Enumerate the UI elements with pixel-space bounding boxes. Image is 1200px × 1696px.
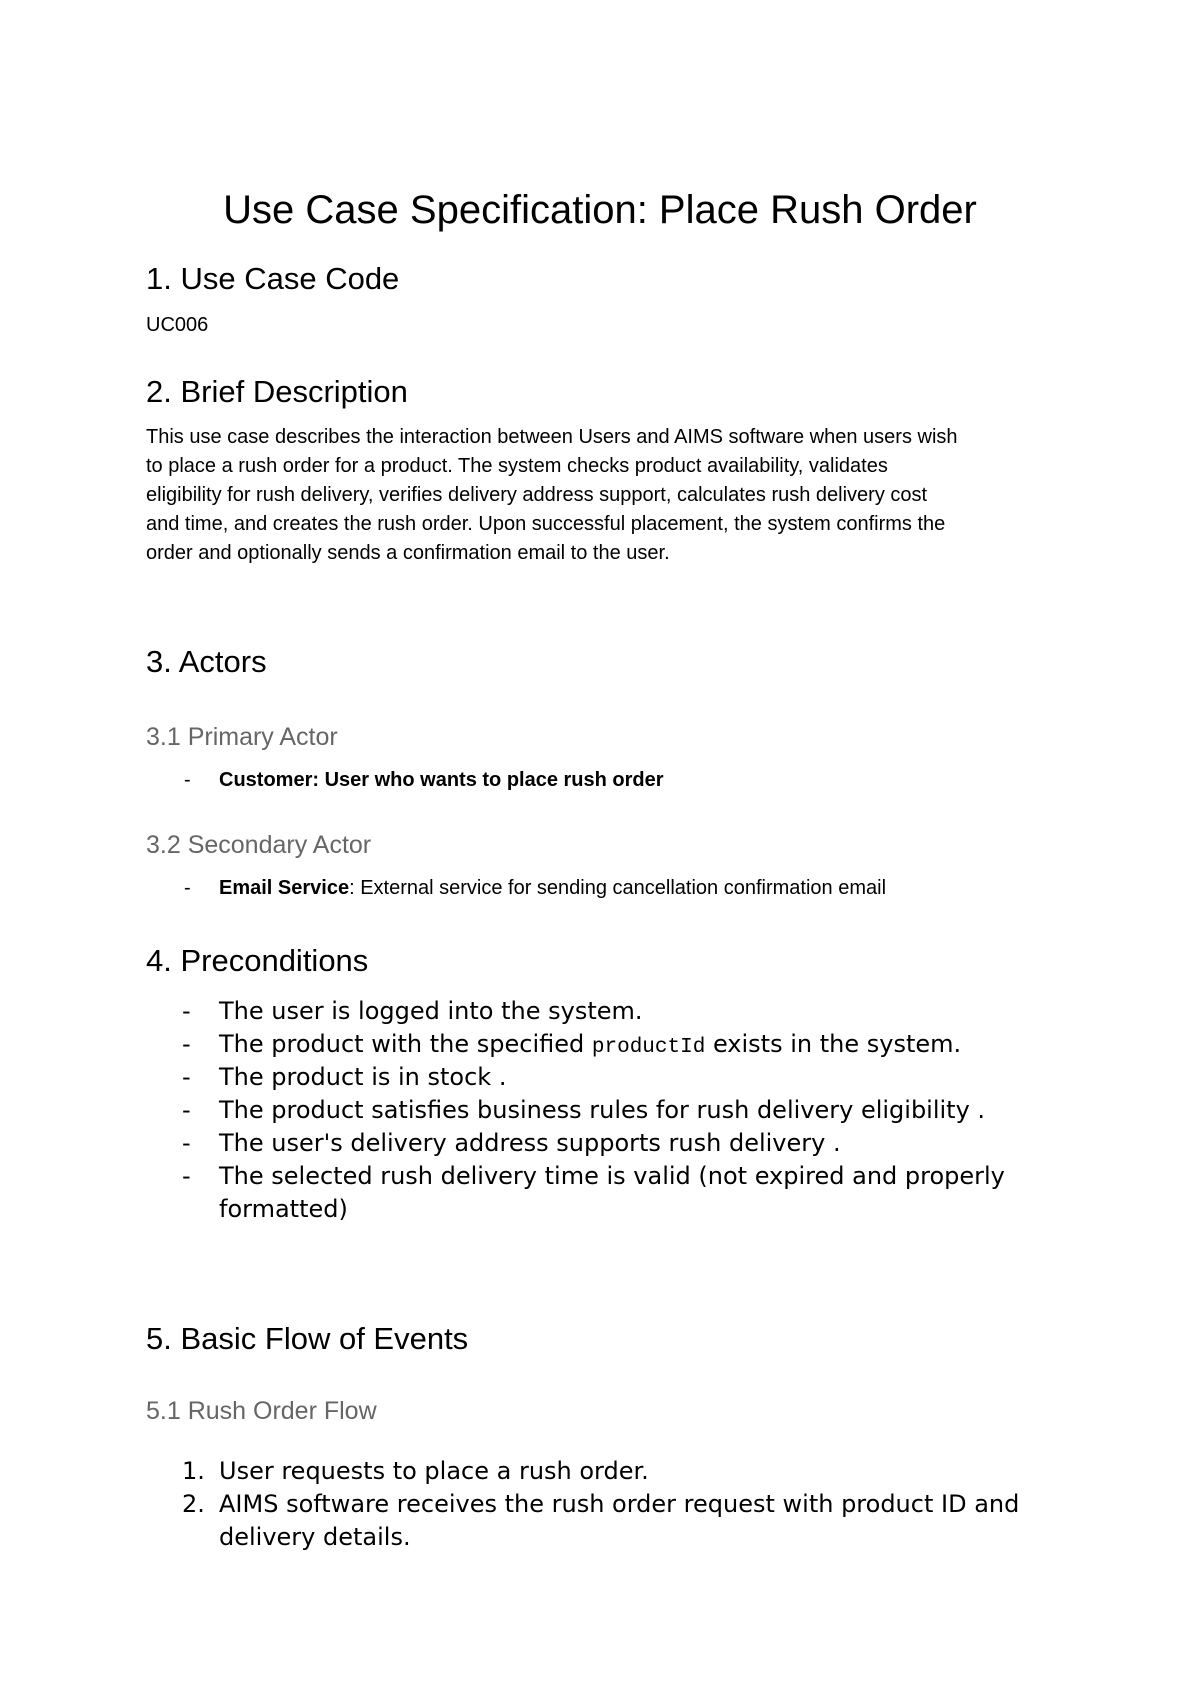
bullet-dash: - [182, 1129, 191, 1157]
brief-description-line: and time, and creates the rush order. Upon successful placement, the system confirms the [146, 513, 946, 535]
bullet-dash: - [182, 1162, 191, 1190]
precondition-text: formatted) [219, 1195, 348, 1223]
precondition-text: The selected rush delivery time is valid (not expired and properly [219, 1162, 1005, 1190]
precondition-text-part: The product with the specified [219, 1030, 585, 1058]
bullet-dash: - [182, 997, 191, 1025]
brief-description-line: to place a rush order for a product. The system checks product availability, validates [146, 455, 888, 477]
product-id-code: productId [591, 1036, 706, 1059]
precondition-text: The user's delivery address supports rush delivery . [219, 1129, 841, 1157]
flow-step-number: 2. [182, 1490, 205, 1518]
subheading-rush-order-flow: 5.1 Rush Order Flow [146, 1397, 377, 1425]
flow-step-number: 1. [182, 1457, 205, 1485]
bullet-dash: - [182, 1063, 191, 1091]
brief-description-line: This use case describes the interaction between Users and AIMS software when users wish [146, 426, 958, 448]
section-heading-brief-description: 2. Brief Description [146, 374, 408, 409]
precondition-text: The product is in stock . [219, 1063, 507, 1091]
section-heading-actors: 3. Actors [146, 644, 267, 679]
section-heading-preconditions: 4. Preconditions [146, 943, 369, 978]
subheading-secondary-actor: 3.2 Secondary Actor [146, 831, 372, 859]
document-title: Use Case Specification: Place Rush Order [223, 188, 977, 232]
flow-step-text: AIMS software receives the rush order request with product ID and [219, 1490, 1020, 1518]
primary-actor-text: Customer: User who wants to place rush order [219, 769, 664, 791]
bullet-dash: - [182, 1030, 191, 1058]
secondary-actor-text [219, 874, 1079, 903]
secondary-actor-name: Email Service [219, 877, 350, 899]
bullet-dash: - [184, 769, 191, 791]
precondition-text: The product satisfies business rules for rush delivery eligibility . [219, 1096, 986, 1124]
precondition-text: The user is logged into the system. [219, 997, 643, 1025]
flow-step-text: delivery details. [219, 1523, 411, 1551]
flow-step-text: User requests to place a rush order. [219, 1457, 649, 1485]
subheading-primary-actor: 3.1 Primary Actor [146, 723, 338, 751]
brief-description-line: eligibility for rush delivery, verifies delivery address support, calculates rush delivery cost [146, 484, 928, 506]
bullet-dash: - [184, 877, 191, 899]
secondary-actor-description: : External service for sending cancellation confirmation email [349, 877, 887, 899]
precondition-text [219, 1028, 1079, 1064]
section-heading-basic-flow: 5. Basic Flow of Events [146, 1321, 469, 1356]
brief-description-line: order and optionally sends a confirmation email to the user. [146, 542, 670, 564]
bullet-dash: - [182, 1096, 191, 1124]
use-case-code-value: UC006 [146, 314, 209, 336]
section-heading-use-case-code: 1. Use Case Code [146, 261, 400, 296]
precondition-text-part: exists in the system. [712, 1030, 962, 1058]
